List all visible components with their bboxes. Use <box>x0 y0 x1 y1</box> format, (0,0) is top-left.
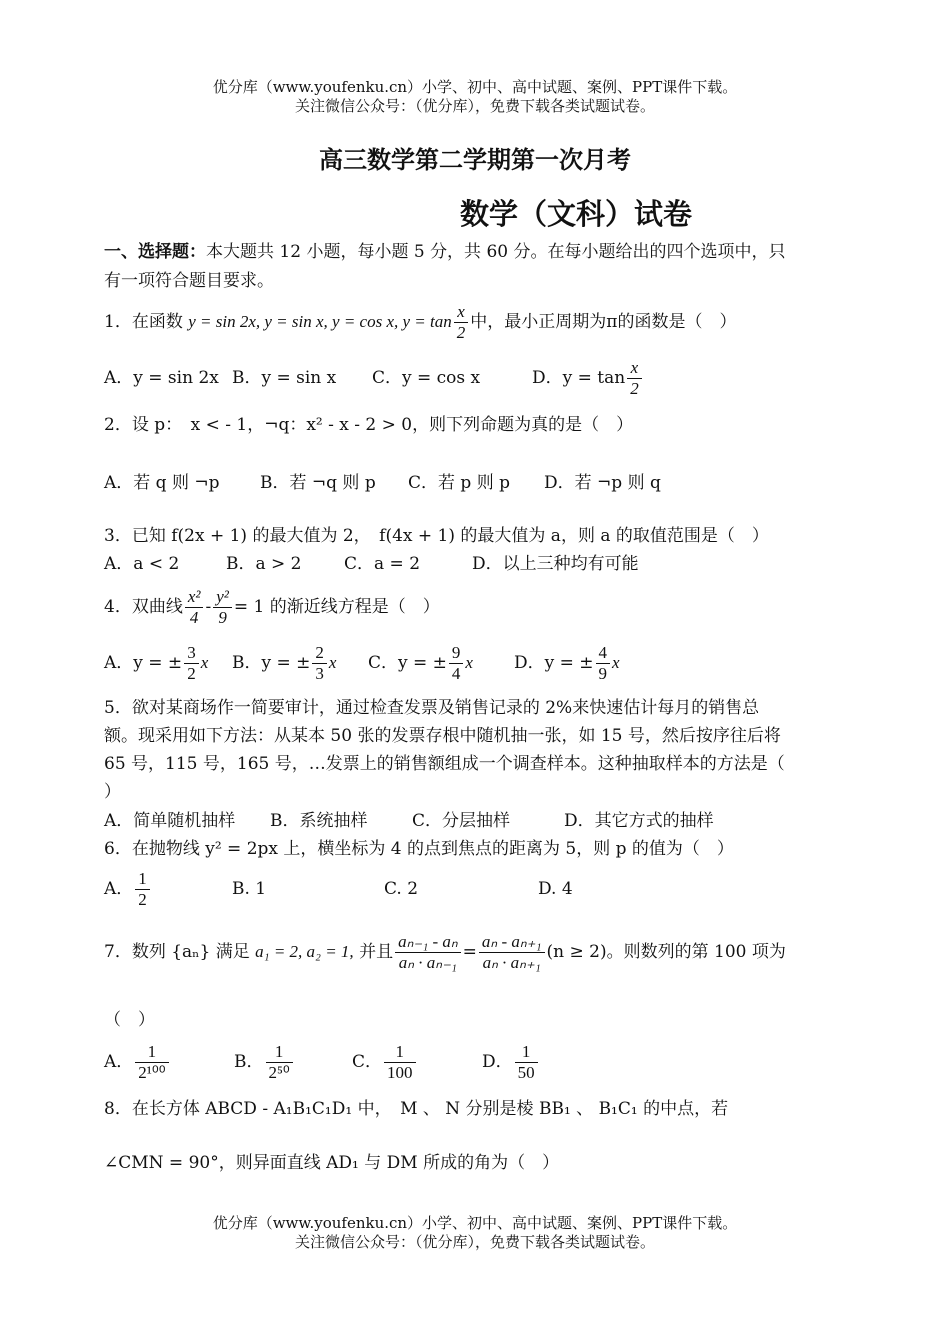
q5-line-2: 额。现采用如下方法：从某本 50 张的发票存根中随机抽一张，如 15 号，然后按序往后将 <box>104 726 781 746</box>
q4-options <box>104 642 620 684</box>
q4-frac2-den: 9 <box>218 608 227 627</box>
q7-option-a <box>104 1040 234 1084</box>
q4-option-c-den: 4 <box>451 664 461 683</box>
q5-option-d: D．其它方式的抽样 <box>564 811 714 831</box>
q1-funcs: y = sin 2x, y = sin x, y = cos x, y = tan <box>188 312 452 331</box>
q7-frac1-num: aₙ₋₁ - aₙ <box>395 932 461 953</box>
q7-condition: a₁ = 2, a₂ = 1, <box>255 942 354 961</box>
q7-options <box>104 1040 540 1084</box>
q8-line-1: 8．在长方体 ABCD - A₁B₁C₁D₁ 中， M 、 N 分别是棱 BB₁ 、 B₁C₁ 的中点，若 <box>104 1099 729 1119</box>
q7-option-b-fraction <box>266 1042 293 1083</box>
q4-tail: = 1 的渐近线方程是（ ） <box>233 597 440 617</box>
q5-option-b: B．系统抽样 <box>270 811 368 831</box>
q5-line-3: 65 号，115 号，165 号，…发票上的销售额组成一个调查样本。这种抽取样本的方法是（ <box>104 754 785 774</box>
q4-option-d-den: 9 <box>598 664 608 683</box>
q6-option-a-fraction <box>135 869 150 910</box>
footer-line-1: 优分库（www.youfenku.cn）小学、初中、高中试题、案例、PPT课件下载。 <box>212 1214 738 1232</box>
header-line-1: 优分库（www.youfenku.cn）小学、初中、高中试题、案例、PPT课件下载。 <box>212 78 738 96</box>
q6-option-a <box>104 868 232 910</box>
q7-frac1-den: aₙ · aₙ₋₁ <box>398 953 457 972</box>
q6-option-c: C. 2 <box>384 879 419 899</box>
q7-option-b-label: B． <box>234 1052 264 1072</box>
q3-option-d: D．以上三种均有可能 <box>472 554 639 574</box>
q2-option-c: C．若 p 则 p <box>408 473 510 493</box>
header-line-2: 关注微信公众号：（优分库），免费下载各类试题试卷。 <box>294 97 655 115</box>
question-7 <box>104 930 786 974</box>
q2-options <box>104 472 661 494</box>
q7-option-c <box>352 1040 482 1084</box>
q4-fraction-x <box>185 587 204 628</box>
q4-option-c-num: 9 <box>449 643 464 664</box>
exam-subtitle: 数学（文科）试卷 <box>460 197 693 231</box>
q4-option-c-label: C．y = ± <box>368 653 447 673</box>
question-1 <box>104 302 736 343</box>
q7-option-c-fraction <box>384 1042 416 1083</box>
q4-option-a-den: 2 <box>187 664 196 683</box>
q7-option-d-num: 1 <box>515 1042 538 1063</box>
q4-option-c-x: x <box>465 653 473 672</box>
q6-option-b: B. 1 <box>232 879 267 899</box>
q4-option-d-label: D．y = ± <box>514 653 594 673</box>
q1-frac-den: 2 <box>456 323 466 342</box>
q1-option-d-label: D．y = tan <box>532 368 626 388</box>
q4-option-b-num: 2 <box>312 643 327 664</box>
q3-options <box>104 553 639 575</box>
q4-option-a-fraction <box>184 643 199 684</box>
q1-option-a: A．y = sin 2x <box>104 368 219 388</box>
q7-option-a-fraction <box>135 1042 168 1083</box>
section-text-1: 本大题共 12 小题，每小题 5 分，共 60 分。在每小题给出的四个选项中，只 <box>206 242 786 262</box>
q6-options <box>104 868 573 910</box>
q5-line-4: ） <box>104 782 121 802</box>
q4-frac2-num: y² <box>213 587 232 608</box>
q4-minus: - <box>205 597 212 617</box>
q1-tail: 中，最小正周期为π的函数是（ ） <box>470 312 737 332</box>
q7-frac2-den: aₙ · aₙ₊₁ <box>482 953 541 972</box>
q4-option-b-fraction <box>312 643 327 684</box>
q7-option-d-label: D． <box>482 1052 513 1072</box>
q1-option-c: C．y = cos x <box>372 368 481 388</box>
q7-option-a-label: A． <box>104 1052 134 1072</box>
exam-title: 高三数学第二学期第一次月考 <box>319 145 631 174</box>
q1-option-d-fraction <box>627 358 642 399</box>
q7-tail: (n ≥ 2)。则数列的第 100 项为 <box>546 942 786 962</box>
q5-option-a: A．简单随机抽样 <box>104 811 236 831</box>
q7-option-d-den: 50 <box>517 1063 535 1082</box>
q7-equals: = <box>462 942 477 962</box>
q1-num: 1．在函数 <box>104 312 183 332</box>
question-3: 3．已知 f(2x + 1) 的最大值为 2， f(4x + 1) 的最大值为 a，则 a 的取值范围是（ ） <box>104 526 769 546</box>
q2-option-a: A．若 q 则 ¬p <box>104 473 220 493</box>
q2-option-b: B．若 ¬q 则 p <box>260 473 376 493</box>
q7-fraction-left <box>395 932 461 973</box>
q3-option-c: C．a = 2 <box>344 554 421 574</box>
q1-options <box>104 358 644 399</box>
q3-option-b: B．a > 2 <box>226 554 302 574</box>
q7-option-d <box>482 1040 540 1084</box>
q4-fraction-y <box>213 587 232 628</box>
section-label: 一、选择题： <box>104 242 206 262</box>
section-intro <box>104 241 786 263</box>
footer-line-2: 关注微信公众号：（优分库），免费下载各类试题试卷。 <box>294 1233 655 1251</box>
q7-option-a-den: 2¹⁰⁰ <box>138 1063 166 1082</box>
q5-line-1: 5．欲对某商场作一简要审计，通过检查发票及销售记录的 2%来快速估计每月的销售总 <box>104 698 760 718</box>
q4-option-d-fraction <box>596 643 611 684</box>
q7-option-c-num: 1 <box>384 1042 416 1063</box>
section-text-2: 有一项符合题目要求。 <box>104 271 274 291</box>
q1-fraction <box>454 302 469 343</box>
q4-option-a <box>104 642 232 684</box>
q7-option-d-fraction <box>515 1042 538 1083</box>
q4-prefix: 4．双曲线 <box>104 597 183 617</box>
q1-option-d-den: 2 <box>630 379 639 398</box>
q5-options <box>104 810 714 832</box>
q4-option-a-label: A．y = ± <box>104 653 183 673</box>
q6-option-a-num: 1 <box>135 869 150 890</box>
q4-option-c-fraction <box>449 643 464 684</box>
q4-option-d-num: 4 <box>596 643 611 664</box>
q1-option-d <box>532 358 644 399</box>
q7-fraction-right <box>479 932 545 973</box>
q6-option-d: D. 4 <box>538 879 573 899</box>
q7-option-b <box>234 1040 352 1084</box>
question-2: 2．设 p： x < - 1，¬q：x² - x - 2 > 0，则下列命题为真的是（ ） <box>104 415 634 435</box>
q7-option-a-num: 1 <box>135 1042 168 1063</box>
q7-option-b-num: 1 <box>266 1042 293 1063</box>
q4-option-c <box>368 642 514 684</box>
q4-option-a-x: x <box>200 653 209 672</box>
q7-option-c-label: C． <box>352 1052 383 1072</box>
q8-line-2: ∠CMN = 90°，则异面直线 AD₁ 与 DM 所成的角为（ ） <box>104 1153 560 1173</box>
q7-prefix: 7．数列 {aₙ} 满足 <box>104 942 250 962</box>
q4-option-b-x: x <box>328 653 337 672</box>
q4-option-a-num: 3 <box>184 643 199 664</box>
q2-option-d: D．若 ¬p 则 q <box>544 473 661 493</box>
q6-option-a-label: A． <box>104 879 134 899</box>
q1-option-b: B．y = sin x <box>232 368 337 388</box>
q4-frac1-den: 4 <box>189 608 199 627</box>
q7-option-b-den: 2⁵⁰ <box>268 1063 290 1082</box>
q4-option-b-label: B．y = ± <box>232 653 311 673</box>
q7-paren: （ ） <box>104 1010 155 1030</box>
q4-option-b <box>232 642 368 684</box>
q7-and: 并且 <box>359 942 394 962</box>
question-6: 6．在抛物线 y² = 2px 上，横坐标为 4 的点到焦点的距离为 5，则 p 的值为（ ） <box>104 839 734 859</box>
q6-option-a-den: 2 <box>138 890 147 909</box>
q4-option-d-x: x <box>612 653 620 672</box>
q4-frac1-num: x² <box>185 587 204 608</box>
q5-option-c: C．分层抽样 <box>412 811 511 831</box>
q1-frac-num: x <box>454 302 469 323</box>
q7-option-c-den: 100 <box>387 1063 413 1082</box>
question-4 <box>104 586 440 628</box>
q1-option-d-num: x <box>627 358 642 379</box>
q4-option-b-den: 3 <box>315 664 324 683</box>
q7-frac2-num: aₙ - aₙ₊₁ <box>479 932 545 953</box>
q3-option-a: A．a < 2 <box>104 554 180 574</box>
q4-option-d <box>514 642 620 684</box>
